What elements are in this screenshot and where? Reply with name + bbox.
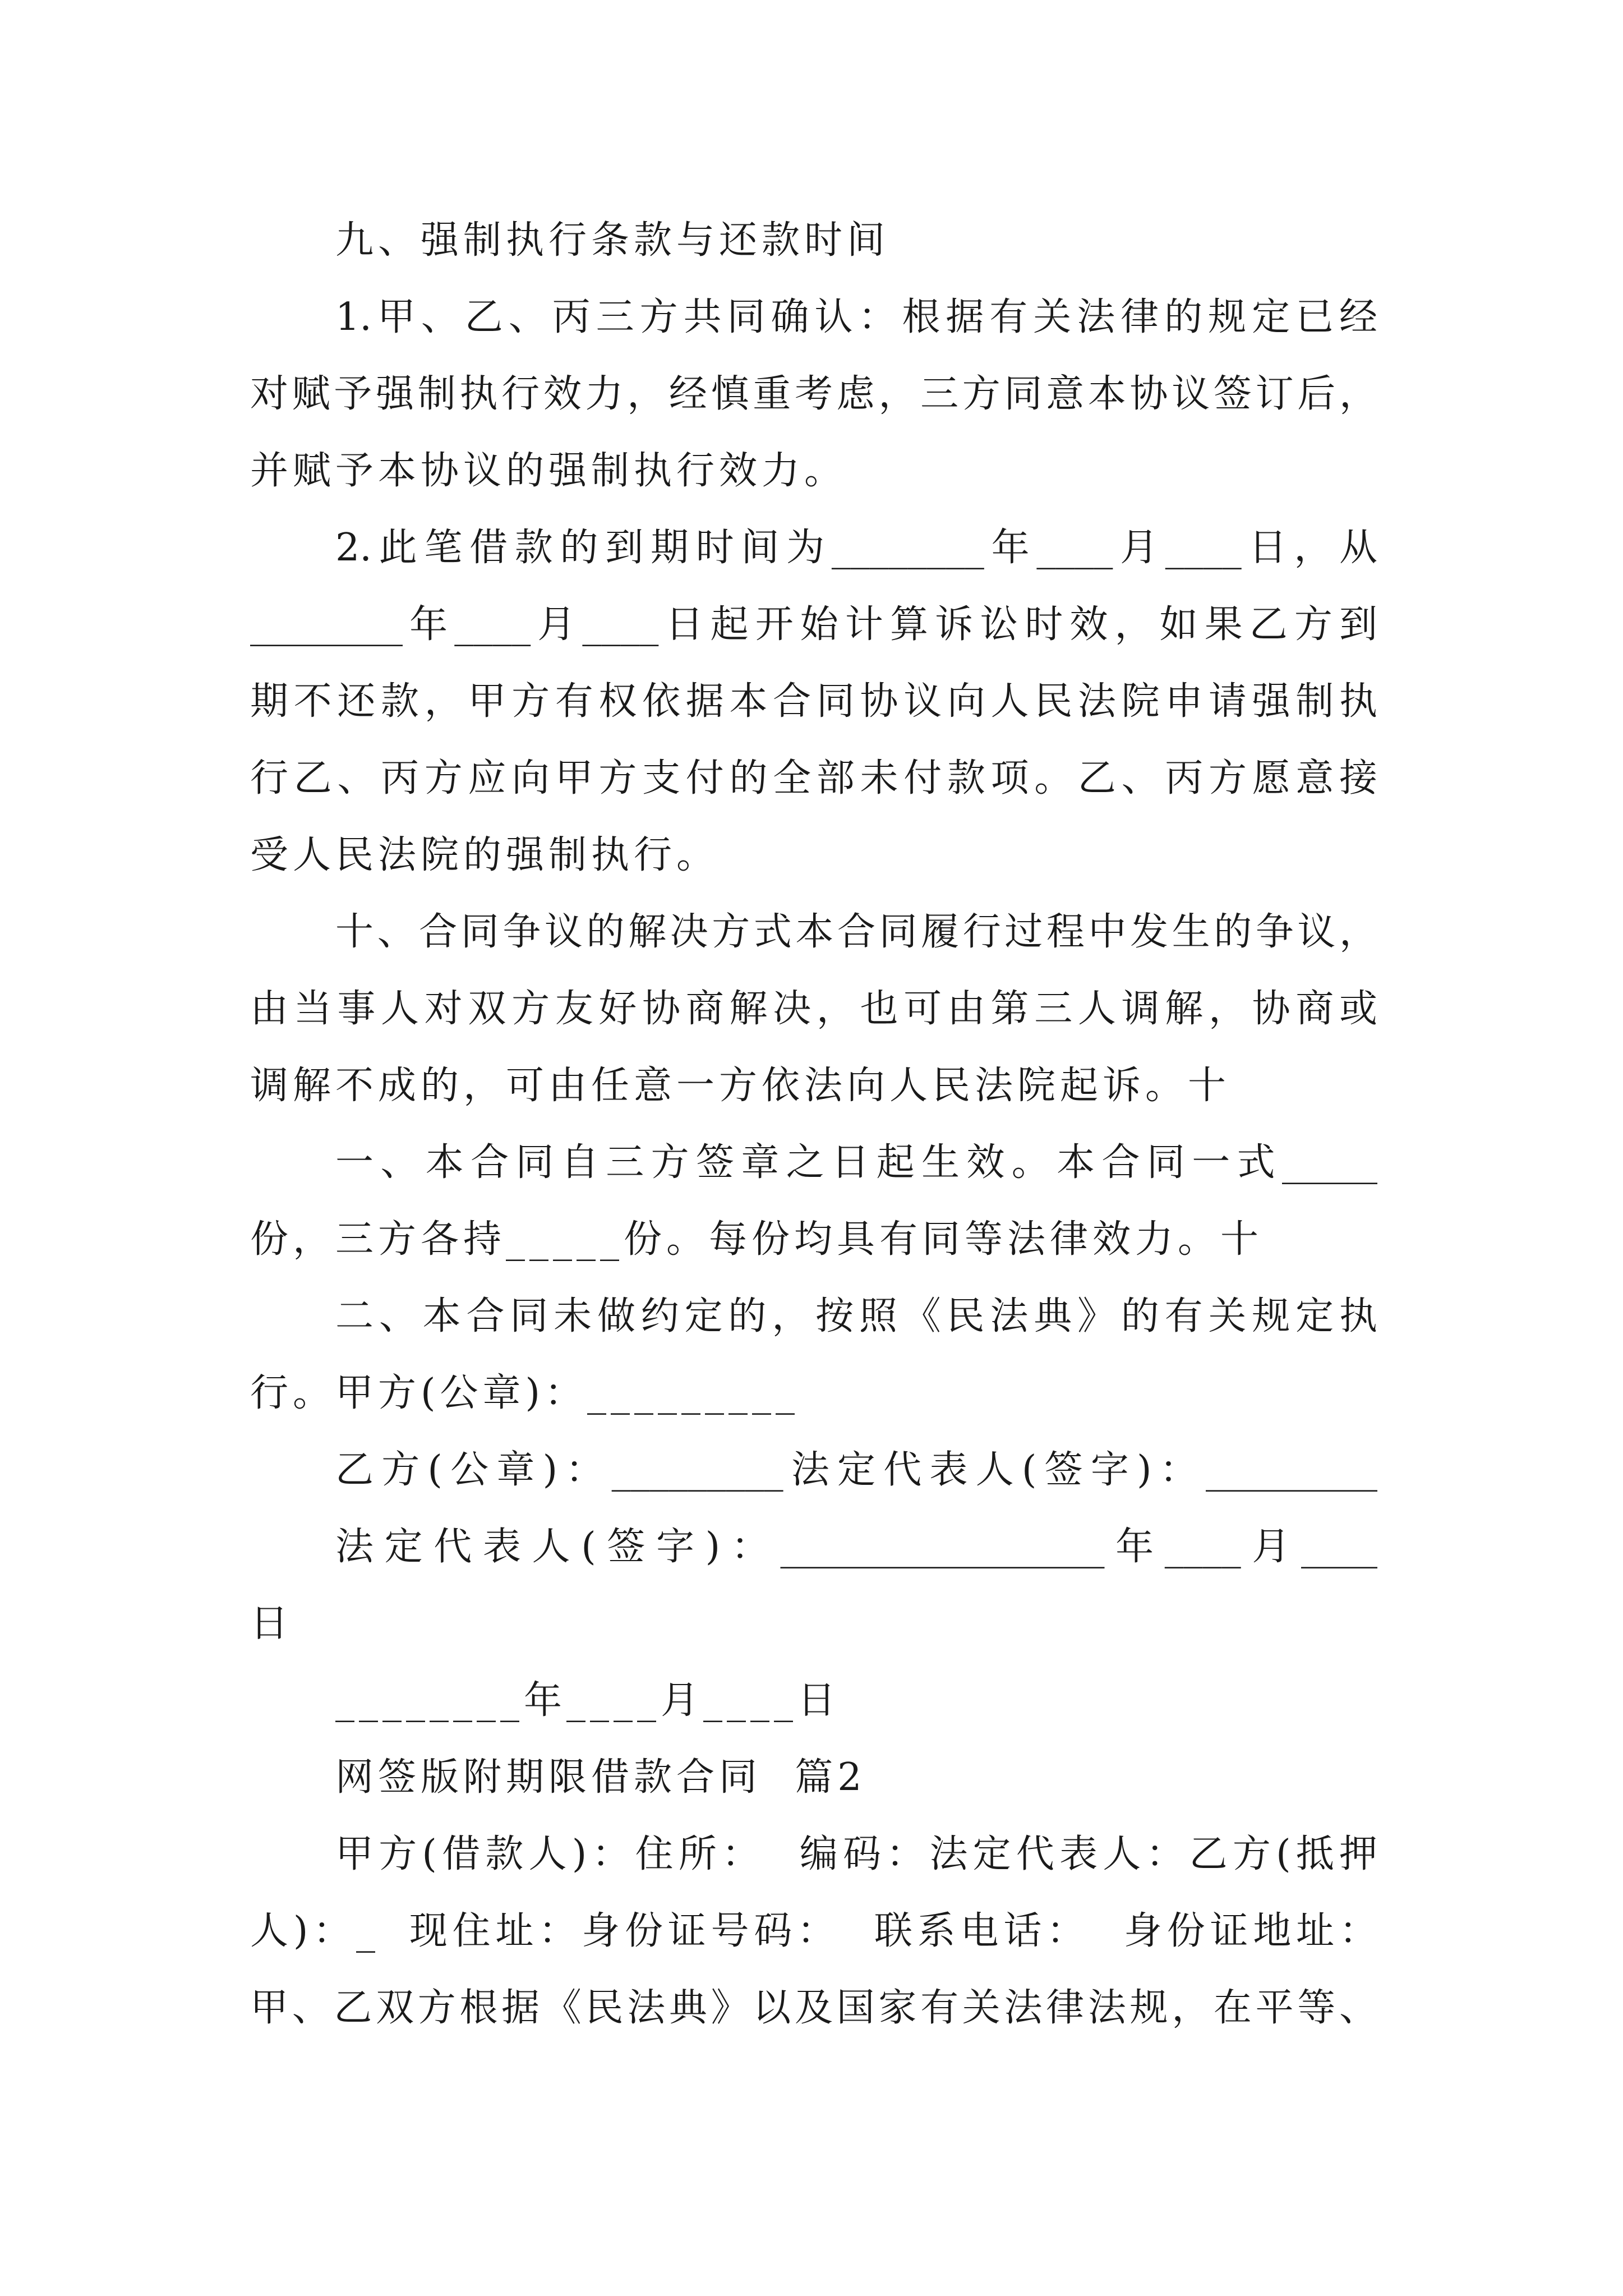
party-a-seal-line: 行。甲方(公章)：_________ — [250, 1371, 800, 1415]
body-line: 日 — [250, 1602, 293, 1646]
body-line: 一、本合同自三方签章之日起生效。本合同一式_____ — [335, 1140, 1377, 1185]
body-line: 1.甲、乙、丙三方共同确认：根据有关法律的规定已经 — [335, 295, 1377, 339]
legal-rep-signature-line: 法定代表人(签字)：_________________年____月____ — [335, 1525, 1377, 1569]
section-heading-9: 九、强制执行条款与还款时间 — [335, 218, 890, 263]
body-line: 人)：_ 现住址：身份证号码： 联系电话： 身份证地址： — [250, 1909, 1377, 1953]
body-line: 并赋予本协议的强制执行效力。 — [250, 449, 847, 493]
party-b-seal-line: 乙方(公章)：_________法定代表人(签字)：_________ — [335, 1448, 1377, 1492]
body-line: 期不还款，甲方有权依据本合同协议向人民法院申请强制执 — [250, 679, 1377, 724]
document-body — [250, 202, 1377, 2046]
section-title-part-2: 网签版附期限借款合同 篇2 — [335, 1755, 866, 1800]
body-line: 受人民法院的强制执行。 — [250, 833, 720, 877]
body-line: 调解不成的，可由任意一方依法向人民法院起诉。十 — [250, 1064, 1231, 1108]
body-line: 对赋予强制执行效力，经慎重考虑，三方同意本协议签订后， — [250, 372, 1377, 416]
body-line: ________年____月____日起开始计算诉讼时效，如果乙方到 — [250, 602, 1377, 647]
body-line: 由当事人对双方友好协商解决，也可由第三人调解，协商或 — [250, 987, 1377, 1031]
body-line: 二、本合同未做约定的，按照《民法典》的有关规定执 — [335, 1294, 1377, 1338]
body-line: 甲、乙双方根据《民法典》以及国家有关法律法规，在平等、 — [250, 1986, 1377, 2030]
body-line: 甲方(借款人)：住所： 编码：法定代表人：乙方(抵押 — [335, 1832, 1377, 1876]
section-heading-10: 十、合同争议的解决方式本合同履行过程中发生的争议， — [335, 910, 1377, 954]
body-line: 2.此笔借款的到期时间为________年____月____日，从 — [335, 526, 1377, 570]
body-line: 行乙、丙方应向甲方支付的全部未付款项。乙、丙方愿意接 — [250, 756, 1377, 800]
body-line: 份，三方各持_____份。每份均具有同等法律效力。十 — [250, 1217, 1264, 1262]
date-line: ________年____月____日 — [335, 1678, 841, 1723]
